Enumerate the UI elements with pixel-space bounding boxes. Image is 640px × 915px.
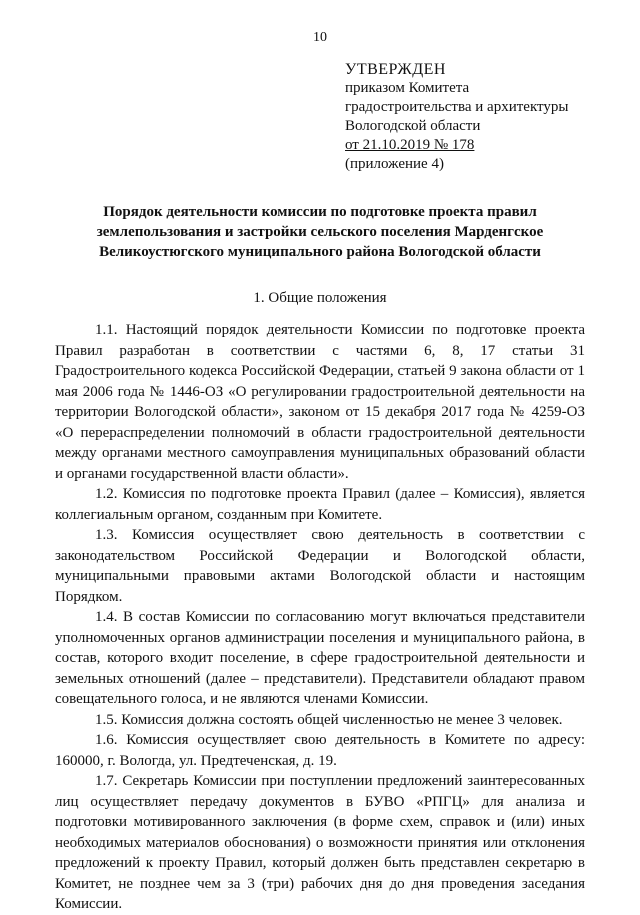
document-body	[55, 320, 585, 915]
paragraph-1-7: 1.7. Секретарь Комиссии при поступлении предложений заинтересованных лиц осуществляет передачу документов в БУВО «РПГЦ» для анализа и подготовки мотивированного заключения (в форме схем, справок и (или) иных необходимых материалов обоснования) о возможности принятия или отклонения предложений к проекту Правил, который должен быть представлен секретарю в Комитет, не позднее чем за 3 (три) рабочих дня до дня проведения заседания Комиссии.	[55, 773, 585, 912]
approval-line-1: приказом Комитета	[345, 80, 470, 96]
paragraph-1-2: 1.2. Комиссия по подготовке проекта Правил (далее – Комиссия), является коллегиальным органом, созданным при Комитете.	[55, 486, 585, 523]
approval-stamp	[345, 60, 635, 174]
paragraph-1-5: 1.5. Комиссия должна состоять общей численностью не менее 3 человек.	[95, 711, 563, 728]
approval-line-2: градостроительства и архитектуры	[345, 99, 569, 115]
approval-appendix: (приложение 4)	[345, 156, 444, 172]
section-heading: 1. Общие положения	[253, 290, 387, 306]
approval-date-number: от 21.10.2019 № 178	[345, 137, 475, 153]
page-number: 10	[313, 30, 327, 45]
paragraph-1-4: 1.4. В состав Комиссии по согласованию могут включаться представители уполномоченных органов администрации поселения и муниципального района, в состав, которого входит поселение, в сфере градостроительной деятельности и земельных отношений (далее – представители). Представители обладают правом совещательного голоса, и не являются членами Комиссии.	[55, 609, 585, 707]
approval-line-3: Вологодской области	[345, 118, 481, 134]
document-title: Порядок деятельности комиссии по подготовке проекта правил землепользования и застройки сельского поселения Марденгское Великоустюгского муниципального района Вологодской области	[96, 204, 544, 260]
paragraph-1-3: 1.3. Комиссия осуществляет свою деятельность в соответствии с законодательством Российской Федерации и Вологодской области, муниципальными правовыми актами Вологодской области и настоящим Порядком.	[55, 527, 585, 605]
paragraph-1-1: 1.1. Настоящий порядок деятельности Комиссии по подготовке проекта Правил разработан в соответствии с частями 6, 8, 17 статьи 31 Градостроительного кодекса Российской Федерации, статьей 9 закона области от 1 мая 2006 года № 1446-ОЗ «О регулировании градостроительной деятельности на территории Вологодской области», законом от 15 декабря 2017 года № 4259-ОЗ «О перераспределении полномочий в области градостроительной деятельности между органами местного самоуправления муниципальных образований области и органами государственной власти области».	[55, 322, 585, 482]
paragraph-1-6: 1.6. Комиссия осуществляет свою деятельность в Комитете по адресу: 160000, г. Вологда, ул. Предтеченская, д. 19.	[55, 732, 585, 769]
approval-title: УТВЕРЖДЕН	[345, 61, 446, 78]
